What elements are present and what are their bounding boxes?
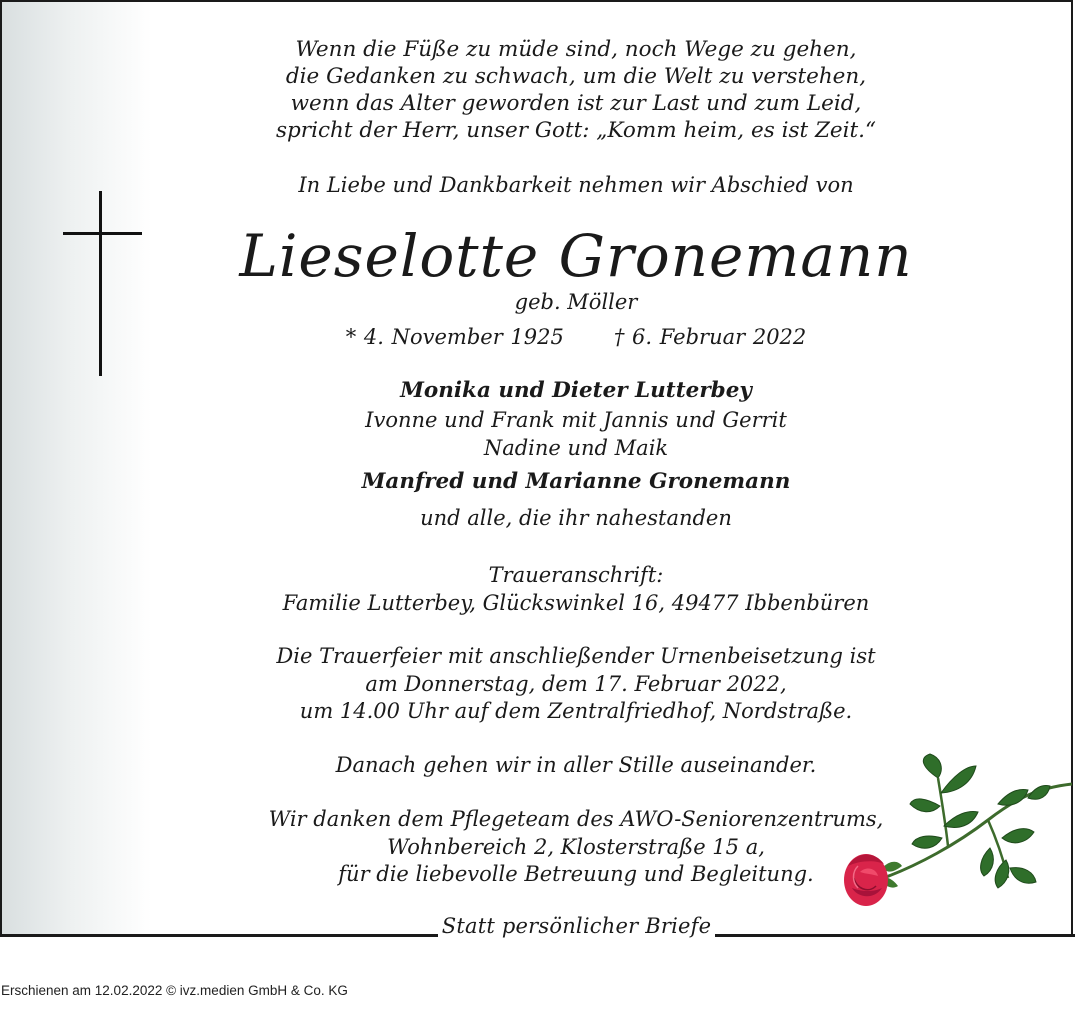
ceremony-line: am Donnerstag, dem 17. Februar 2022, [365,671,787,696]
poem-line: die Gedanken zu schwach, um die Welt zu verstehen, [285,64,867,89]
stille-note: Danach gehen wir in aller Stille auseinander. [335,753,817,777]
cross-icon-bar [63,232,142,235]
ceremony-info [170,643,982,726]
footer-rule-left [0,934,438,937]
poem [170,36,982,144]
poem-line: wenn das Alter geworden ist zur Last und zum Leid, [290,91,862,116]
death-date: † 6. Februar 2022 [613,325,807,349]
ceremony-line: Die Trauerfeier mit anschließender Urnenbeisetzung ist [276,644,876,668]
birth-name: geb. Möller [514,290,638,314]
deceased-name: Lieselotte Gronemann [239,222,913,290]
ceremony-line: um 14.00 Uhr auf dem Zentralfriedhof, Nordstraße. [299,699,853,723]
birth-date: * 4. November 1925 [345,325,564,349]
mourning-address [170,561,982,617]
copyright-line: Erschienen am 12.02.2022 © ivz.medien GmbH & Co. KG [1,983,348,998]
mourner-family-2: Manfred und Marianne Gronemann [361,469,791,494]
thanks-line: Wohnbereich 2, Klosterstraße 15 a, [387,834,765,859]
cross-icon [99,191,102,376]
mourner-line: Ivonne und Frank mit Jannis und Gerrit [365,408,787,432]
address-label: Traueranschrift: [488,563,664,587]
address-line: Familie Lutterbey, Glückswinkel 16, 49477 Ibbenbüren [282,591,870,615]
intro-text: In Liebe und Dankbarkeit nehmen wir Abschied von [298,173,854,197]
mourner-line: Nadine und Maik [483,436,669,460]
footer-rule-right [715,934,1075,937]
poem-line: spricht der Herr, unser Gott: „Komm heim, es ist Zeit.“ [276,118,876,143]
rose-icon [838,748,1074,913]
thanks-line: Wir danken dem Pflegeteam des AWO-Seniorenzentrums, [268,807,884,831]
thanks-line: für die liebevolle Betreuung und Begleitung. [338,862,814,886]
mourner-family-1-members [170,406,982,462]
mourner-family-1: Monika und Dieter Lutterbey [400,378,752,403]
footer-note: Statt persönlicher Briefe [441,914,712,938]
poem-line: Wenn die Füße zu müde sind, noch Wege zu gehen, [295,37,857,62]
life-dates [170,325,982,349]
mourner-others: und alle, die ihr nahestanden [420,506,732,530]
